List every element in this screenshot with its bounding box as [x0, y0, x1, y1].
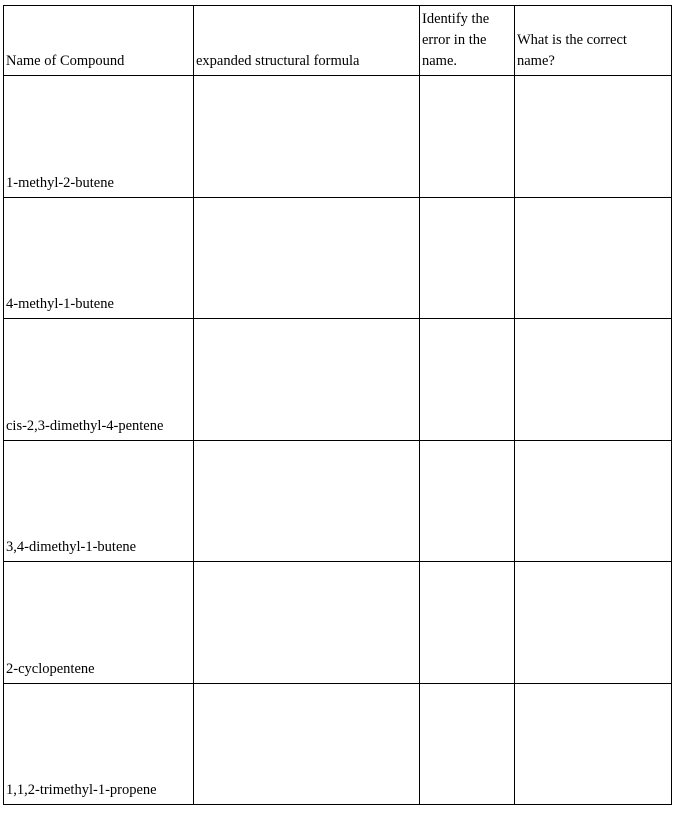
header-correct-name: What is the correct name? [515, 6, 672, 76]
header-name-of-compound: Name of Compound [4, 6, 194, 76]
structural-formula-cell[interactable] [194, 76, 420, 198]
compound-name-cell: 4-methyl-1-butene [4, 197, 194, 319]
correct-name-cell[interactable] [515, 683, 672, 805]
structural-formula-cell[interactable] [194, 197, 420, 319]
compound-name-cell: 1-methyl-2-butene [4, 76, 194, 198]
compound-name-cell: 2-cyclopentene [4, 562, 194, 684]
structural-formula-cell[interactable] [194, 319, 420, 441]
structural-formula-cell[interactable] [194, 562, 420, 684]
compound-name-cell: 3,4-dimethyl-1-butene [4, 440, 194, 562]
compound-naming-table [3, 5, 672, 805]
correct-name-cell[interactable] [515, 197, 672, 319]
table-row [4, 76, 672, 198]
error-cell[interactable] [420, 562, 515, 684]
table-row [4, 440, 672, 562]
correct-name-cell[interactable] [515, 562, 672, 684]
structural-formula-cell[interactable] [194, 440, 420, 562]
table-row [4, 683, 672, 805]
error-cell[interactable] [420, 197, 515, 319]
header-row [4, 6, 672, 76]
structural-formula-cell[interactable] [194, 683, 420, 805]
table-row [4, 197, 672, 319]
error-cell[interactable] [420, 76, 515, 198]
table-row [4, 562, 672, 684]
error-cell[interactable] [420, 440, 515, 562]
correct-name-cell[interactable] [515, 319, 672, 441]
header-expanded-structural-formula: expanded structural formula [194, 6, 420, 76]
header-identify-error: Identify the error in the name. [420, 6, 515, 76]
compound-name-cell: cis-2,3-dimethyl-4-pentene [4, 319, 194, 441]
correct-name-cell[interactable] [515, 76, 672, 198]
compound-name-cell: 1,1,2-trimethyl-1-propene [4, 683, 194, 805]
error-cell[interactable] [420, 683, 515, 805]
table-row [4, 319, 672, 441]
correct-name-cell[interactable] [515, 440, 672, 562]
error-cell[interactable] [420, 319, 515, 441]
